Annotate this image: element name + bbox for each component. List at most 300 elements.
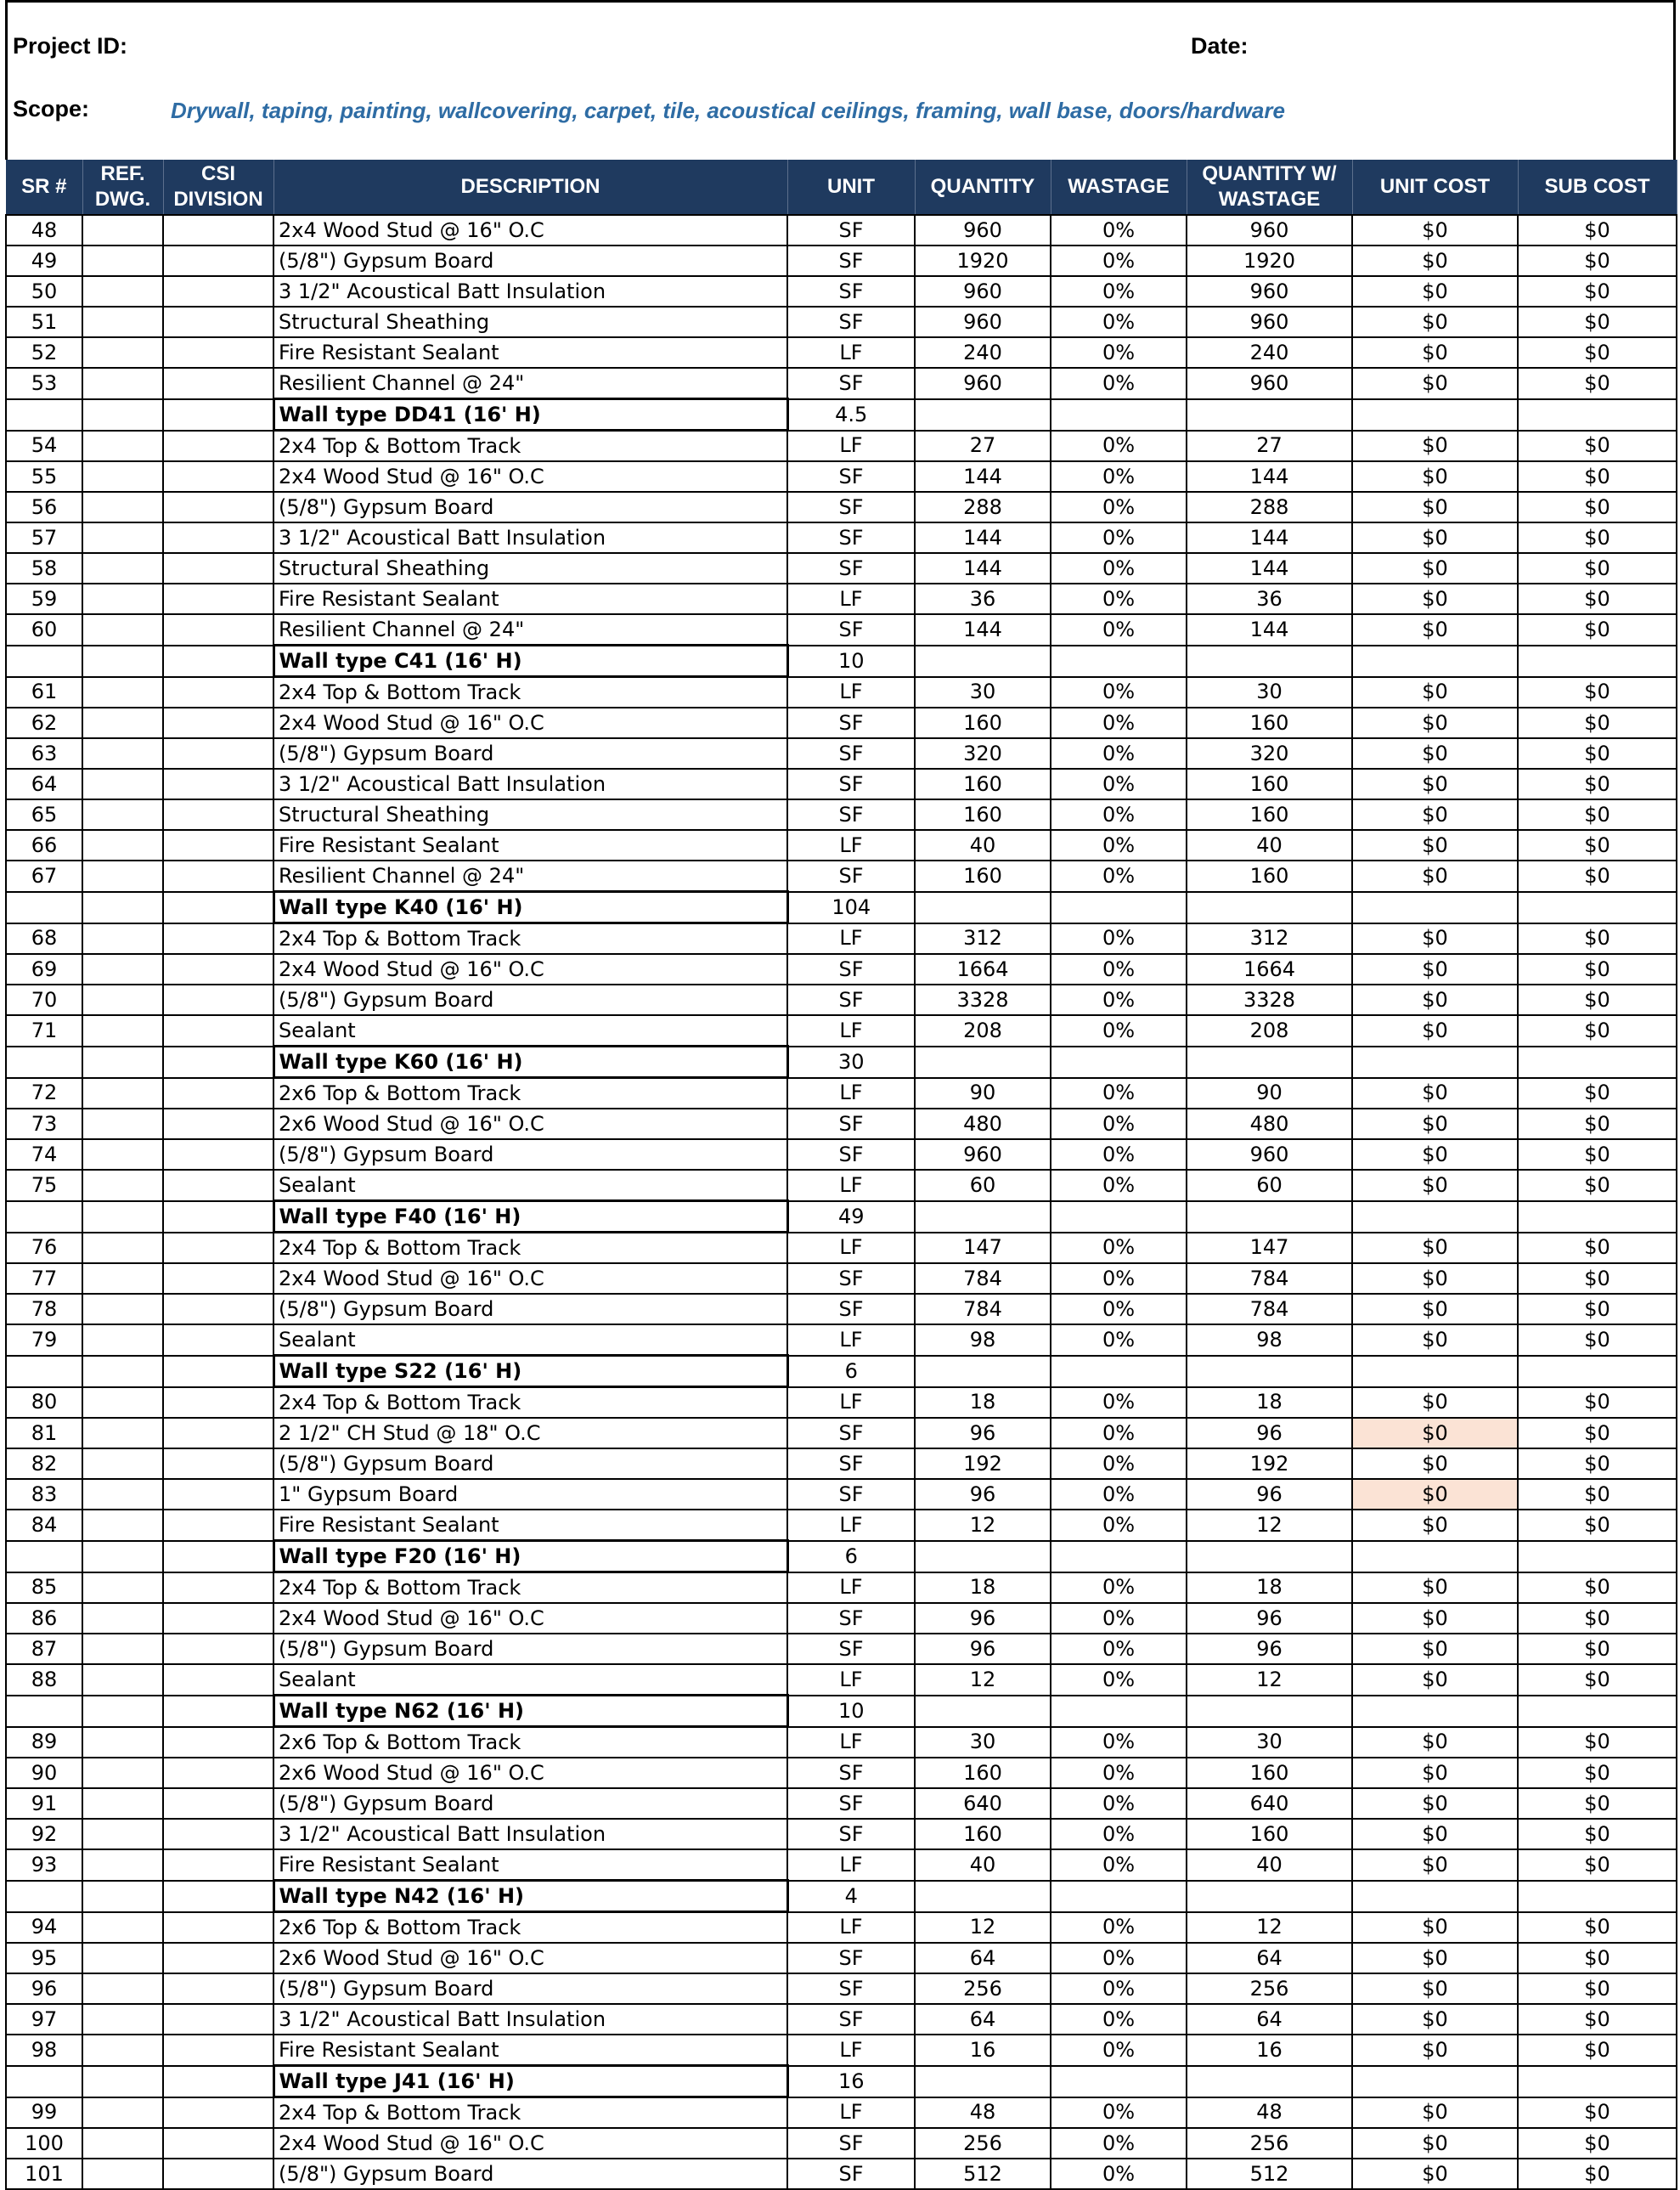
description-cell[interactable]: Structural Sheathing	[273, 799, 787, 830]
csi-division-cell[interactable]	[163, 246, 273, 276]
ref-dwg-cell[interactable]	[82, 1788, 163, 1819]
description-cell[interactable]: 2x4 Wood Stud @ 16" O.C	[273, 954, 787, 985]
unit-cell[interactable]: LF	[787, 1324, 915, 1356]
unit-cost-cell[interactable]: $0	[1352, 1078, 1518, 1109]
unit-cell[interactable]: SF	[787, 2128, 915, 2159]
quantity-with-wastage-cell[interactable]: 90	[1187, 1078, 1352, 1109]
csi-division-cell[interactable]	[163, 2066, 273, 2097]
description-cell[interactable]: (5/8") Gypsum Board	[273, 738, 787, 769]
sub-cost-cell[interactable]: $0	[1518, 1819, 1677, 1849]
unit-cost-cell[interactable]: $0	[1352, 1510, 1518, 1541]
unit-cost-cell[interactable]: $0	[1352, 307, 1518, 337]
wastage-cell[interactable]: 0%	[1051, 708, 1187, 738]
sr-cell[interactable]: 100	[6, 2128, 82, 2159]
sub-cost-cell[interactable]: $0	[1518, 337, 1677, 368]
sub-cost-cell[interactable]: $0	[1518, 1912, 1677, 1944]
quantity-cell[interactable]: 160	[915, 799, 1051, 830]
ref-dwg-cell[interactable]	[82, 985, 163, 1015]
csi-division-cell[interactable]	[163, 1727, 273, 1758]
csi-division-cell[interactable]	[163, 1294, 273, 1324]
unit-cell[interactable]: LF	[787, 2097, 915, 2129]
quantity-cell[interactable]	[915, 1201, 1051, 1233]
description-cell[interactable]: Structural Sheathing	[273, 553, 787, 584]
description-cell[interactable]: Sealant	[273, 1664, 787, 1696]
ref-dwg-cell[interactable]	[82, 307, 163, 337]
description-cell[interactable]: 2x4 Wood Stud @ 16" O.C	[273, 1263, 787, 1294]
wastage-cell[interactable]	[1051, 1047, 1187, 1078]
unit-cost-cell[interactable]	[1352, 646, 1518, 677]
wastage-cell[interactable]: 0%	[1051, 553, 1187, 584]
quantity-with-wastage-cell[interactable]: 320	[1187, 738, 1352, 769]
column-header[interactable]	[163, 160, 273, 215]
quantity-cell[interactable]: 144	[915, 461, 1051, 492]
quantity-with-wastage-cell[interactable]: 30	[1187, 1727, 1352, 1758]
unit-cell[interactable]: SF	[787, 1263, 915, 1294]
unit-cell[interactable]: SF	[787, 246, 915, 276]
unit-cell[interactable]: SF	[787, 2004, 915, 2035]
column-header[interactable]	[915, 160, 1051, 215]
ref-dwg-cell[interactable]	[82, 1448, 163, 1479]
quantity-with-wastage-cell[interactable]: 96	[1187, 1603, 1352, 1634]
unit-cost-cell[interactable]: $0	[1352, 1634, 1518, 1664]
csi-division-cell[interactable]	[163, 522, 273, 553]
quantity-cell[interactable]: 144	[915, 614, 1051, 646]
csi-division-cell[interactable]	[163, 1510, 273, 1541]
ref-dwg-cell[interactable]	[82, 1819, 163, 1849]
sr-cell[interactable]: 78	[6, 1294, 82, 1324]
quantity-cell[interactable]: 30	[915, 1727, 1051, 1758]
quantity-cell[interactable]: 160	[915, 861, 1051, 892]
unit-cell[interactable]: SF	[787, 1418, 915, 1448]
ref-dwg-cell[interactable]	[82, 1294, 163, 1324]
csi-division-cell[interactable]	[163, 1479, 273, 1510]
sub-cost-cell[interactable]	[1518, 1696, 1677, 1727]
csi-division-cell[interactable]	[163, 1943, 273, 1973]
description-cell[interactable]: 3 1/2" Acoustical Batt Insulation	[273, 2004, 787, 2035]
sub-cost-cell[interactable]: $0	[1518, 1788, 1677, 1819]
unit-cell[interactable]: SF	[787, 1139, 915, 1170]
csi-division-cell[interactable]	[163, 368, 273, 399]
sub-cost-cell[interactable]: $0	[1518, 1603, 1677, 1634]
quantity-cell[interactable]: 960	[915, 368, 1051, 399]
quantity-with-wastage-cell[interactable]	[1187, 646, 1352, 677]
unit-cell[interactable]: SF	[787, 1819, 915, 1849]
unit-cost-cell[interactable]: $0	[1352, 2035, 1518, 2066]
ref-dwg-cell[interactable]	[82, 1387, 163, 1419]
unit-cost-cell[interactable]: $0	[1352, 1324, 1518, 1356]
unit-cell[interactable]: 30	[787, 1047, 915, 1078]
wastage-cell[interactable]: 0%	[1051, 1943, 1187, 1973]
sr-cell[interactable]	[6, 1881, 82, 1912]
unit-cost-cell[interactable]	[1352, 1356, 1518, 1387]
quantity-with-wastage-cell[interactable]	[1187, 1047, 1352, 1078]
csi-division-cell[interactable]	[163, 1201, 273, 1233]
ref-dwg-cell[interactable]	[82, 1233, 163, 1264]
wastage-cell[interactable]: 0%	[1051, 1324, 1187, 1356]
sr-cell[interactable]: 73	[6, 1109, 82, 1139]
sub-cost-cell[interactable]: $0	[1518, 1418, 1677, 1448]
quantity-cell[interactable]: 64	[915, 2004, 1051, 2035]
description-cell[interactable]: 2x6 Wood Stud @ 16" O.C	[273, 1943, 787, 1973]
sr-cell[interactable]: 74	[6, 1139, 82, 1170]
wastage-cell[interactable]: 0%	[1051, 830, 1187, 861]
csi-division-cell[interactable]	[163, 830, 273, 861]
wastage-cell[interactable]: 0%	[1051, 215, 1187, 246]
ref-dwg-cell[interactable]	[82, 399, 163, 431]
ref-dwg-cell[interactable]	[82, 368, 163, 399]
quantity-cell[interactable]: 147	[915, 1233, 1051, 1264]
ref-dwg-cell[interactable]	[82, 1170, 163, 1201]
quantity-with-wastage-cell[interactable]: 640	[1187, 1788, 1352, 1819]
wastage-cell[interactable]: 0%	[1051, 2128, 1187, 2159]
unit-cell[interactable]: LF	[787, 1727, 915, 1758]
sr-cell[interactable]: 79	[6, 1324, 82, 1356]
csi-division-cell[interactable]	[163, 1912, 273, 1944]
wastage-cell[interactable]: 0%	[1051, 1510, 1187, 1541]
sr-cell[interactable]	[6, 892, 82, 923]
unit-cell[interactable]: SF	[787, 553, 915, 584]
description-cell[interactable]: 3 1/2" Acoustical Batt Insulation	[273, 276, 787, 307]
ref-dwg-cell[interactable]	[82, 614, 163, 646]
sr-cell[interactable]: 48	[6, 215, 82, 246]
description-cell[interactable]: Wall type DD41 (16' H)	[273, 399, 787, 431]
csi-division-cell[interactable]	[163, 1758, 273, 1788]
quantity-cell[interactable]: 96	[915, 1479, 1051, 1510]
csi-division-cell[interactable]	[163, 1418, 273, 1448]
csi-division-cell[interactable]	[163, 1324, 273, 1356]
unit-cost-cell[interactable]: $0	[1352, 985, 1518, 1015]
wastage-cell[interactable]: 0%	[1051, 2035, 1187, 2066]
sub-cost-cell[interactable]	[1518, 399, 1677, 431]
wastage-cell[interactable]: 0%	[1051, 1109, 1187, 1139]
csi-division-cell[interactable]	[163, 861, 273, 892]
ref-dwg-cell[interactable]	[82, 461, 163, 492]
sub-cost-cell[interactable]: $0	[1518, 1015, 1677, 1047]
unit-cost-cell[interactable]: $0	[1352, 1294, 1518, 1324]
unit-cost-cell[interactable]: $0	[1352, 431, 1518, 462]
ref-dwg-cell[interactable]	[82, 1696, 163, 1727]
sub-cost-cell[interactable]: $0	[1518, 1479, 1677, 1510]
unit-cell[interactable]: SF	[787, 368, 915, 399]
column-header[interactable]	[1352, 160, 1518, 215]
quantity-cell[interactable]: 320	[915, 738, 1051, 769]
csi-division-cell[interactable]	[163, 769, 273, 799]
quantity-cell[interactable]: 98	[915, 1324, 1051, 1356]
unit-cost-cell[interactable]: $0	[1352, 923, 1518, 955]
sr-cell[interactable]: 86	[6, 1603, 82, 1634]
unit-cell[interactable]: 16	[787, 2066, 915, 2097]
unit-cell[interactable]: 10	[787, 1696, 915, 1727]
ref-dwg-cell[interactable]	[82, 1664, 163, 1696]
unit-cost-cell[interactable]: $0	[1352, 461, 1518, 492]
sr-cell[interactable]	[6, 1541, 82, 1572]
description-cell[interactable]: 2x4 Top & Bottom Track	[273, 677, 787, 708]
quantity-with-wastage-cell[interactable]: 40	[1187, 1849, 1352, 1881]
csi-division-cell[interactable]	[163, 1448, 273, 1479]
csi-division-cell[interactable]	[163, 492, 273, 522]
sub-cost-cell[interactable]: $0	[1518, 1078, 1677, 1109]
csi-division-cell[interactable]	[163, 954, 273, 985]
quantity-cell[interactable]: 960	[915, 1139, 1051, 1170]
quantity-with-wastage-cell[interactable]: 784	[1187, 1294, 1352, 1324]
description-cell[interactable]: Wall type N42 (16' H)	[273, 1881, 787, 1912]
unit-cell[interactable]: LF	[787, 1387, 915, 1419]
sub-cost-cell[interactable]: $0	[1518, 1664, 1677, 1696]
ref-dwg-cell[interactable]	[82, 1078, 163, 1109]
description-cell[interactable]: (5/8") Gypsum Board	[273, 246, 787, 276]
unit-cost-cell[interactable]: $0	[1352, 584, 1518, 614]
description-cell[interactable]: 2x4 Top & Bottom Track	[273, 923, 787, 955]
csi-division-cell[interactable]	[163, 461, 273, 492]
unit-cost-cell[interactable]: $0	[1352, 1603, 1518, 1634]
quantity-with-wastage-cell[interactable]	[1187, 1696, 1352, 1727]
sr-cell[interactable]: 51	[6, 307, 82, 337]
quantity-cell[interactable]: 960	[915, 215, 1051, 246]
sub-cost-cell[interactable]	[1518, 1047, 1677, 1078]
unit-cost-cell[interactable]: $0	[1352, 2097, 1518, 2129]
unit-cost-cell[interactable]: $0	[1352, 2004, 1518, 2035]
ref-dwg-cell[interactable]	[82, 769, 163, 799]
sr-cell[interactable]	[6, 1201, 82, 1233]
wastage-cell[interactable]: 0%	[1051, 923, 1187, 955]
sr-cell[interactable]: 88	[6, 1664, 82, 1696]
description-cell[interactable]: Wall type K60 (16' H)	[273, 1047, 787, 1078]
quantity-with-wastage-cell[interactable]: 480	[1187, 1109, 1352, 1139]
description-cell[interactable]: Sealant	[273, 1324, 787, 1356]
sr-cell[interactable]: 92	[6, 1819, 82, 1849]
sr-cell[interactable]: 69	[6, 954, 82, 985]
quantity-with-wastage-cell[interactable]: 312	[1187, 923, 1352, 955]
unit-cell[interactable]: LF	[787, 1078, 915, 1109]
unit-cell[interactable]: LF	[787, 584, 915, 614]
quantity-with-wastage-cell[interactable]: 784	[1187, 1263, 1352, 1294]
wastage-cell[interactable]: 0%	[1051, 2159, 1187, 2189]
unit-cost-cell[interactable]: $0	[1352, 553, 1518, 584]
ref-dwg-cell[interactable]	[82, 337, 163, 368]
unit-cell[interactable]: SF	[787, 1973, 915, 2004]
sub-cost-cell[interactable]: $0	[1518, 2035, 1677, 2066]
ref-dwg-cell[interactable]	[82, 1603, 163, 1634]
wastage-cell[interactable]: 0%	[1051, 1603, 1187, 1634]
unit-cell[interactable]: 4.5	[787, 399, 915, 431]
quantity-cell[interactable]: 240	[915, 337, 1051, 368]
quantity-cell[interactable]: 18	[915, 1572, 1051, 1604]
csi-division-cell[interactable]	[163, 985, 273, 1015]
csi-division-cell[interactable]	[163, 1078, 273, 1109]
csi-division-cell[interactable]	[163, 1387, 273, 1419]
wastage-cell[interactable]: 0%	[1051, 1572, 1187, 1604]
sr-cell[interactable]: 50	[6, 276, 82, 307]
unit-cell[interactable]: LF	[787, 431, 915, 462]
quantity-cell[interactable]	[915, 1356, 1051, 1387]
csi-division-cell[interactable]	[163, 2097, 273, 2129]
csi-division-cell[interactable]	[163, 1047, 273, 1078]
ref-dwg-cell[interactable]	[82, 1943, 163, 1973]
unit-cost-cell[interactable]: $0	[1352, 1170, 1518, 1201]
wastage-cell[interactable]	[1051, 1541, 1187, 1572]
ref-dwg-cell[interactable]	[82, 1201, 163, 1233]
ref-dwg-cell[interactable]	[82, 646, 163, 677]
wastage-cell[interactable]: 0%	[1051, 368, 1187, 399]
ref-dwg-cell[interactable]	[82, 1263, 163, 1294]
quantity-with-wastage-cell[interactable]: 147	[1187, 1233, 1352, 1264]
csi-division-cell[interactable]	[163, 431, 273, 462]
sub-cost-cell[interactable]: $0	[1518, 923, 1677, 955]
sr-cell[interactable]: 55	[6, 461, 82, 492]
unit-cell[interactable]: SF	[787, 1788, 915, 1819]
csi-division-cell[interactable]	[163, 923, 273, 955]
description-cell[interactable]: Fire Resistant Sealant	[273, 337, 787, 368]
ref-dwg-cell[interactable]	[82, 2159, 163, 2189]
quantity-cell[interactable]: 18	[915, 1387, 1051, 1419]
quantity-cell[interactable]	[915, 1881, 1051, 1912]
quantity-cell[interactable]	[915, 399, 1051, 431]
sr-cell[interactable]: 95	[6, 1943, 82, 1973]
wastage-cell[interactable]: 0%	[1051, 492, 1187, 522]
column-header[interactable]	[82, 160, 163, 215]
unit-cost-cell[interactable]	[1352, 1201, 1518, 1233]
description-cell[interactable]: (5/8") Gypsum Board	[273, 1448, 787, 1479]
description-cell[interactable]: Wall type N62 (16' H)	[273, 1696, 787, 1727]
quantity-with-wastage-cell[interactable]: 64	[1187, 2004, 1352, 2035]
unit-cell[interactable]: LF	[787, 1664, 915, 1696]
sr-cell[interactable]: 85	[6, 1572, 82, 1604]
wastage-cell[interactable]	[1051, 399, 1187, 431]
sub-cost-cell[interactable]: $0	[1518, 307, 1677, 337]
sr-cell[interactable]	[6, 1047, 82, 1078]
wastage-cell[interactable]: 0%	[1051, 276, 1187, 307]
quantity-with-wastage-cell[interactable]: 98	[1187, 1324, 1352, 1356]
sub-cost-cell[interactable]: $0	[1518, 1263, 1677, 1294]
unit-cost-cell[interactable]: $0	[1352, 1973, 1518, 2004]
wastage-cell[interactable]	[1051, 1201, 1187, 1233]
quantity-cell[interactable]: 40	[915, 1849, 1051, 1881]
sr-cell[interactable]: 56	[6, 492, 82, 522]
wastage-cell[interactable]: 0%	[1051, 1727, 1187, 1758]
sub-cost-cell[interactable]: $0	[1518, 1170, 1677, 1201]
unit-cost-cell[interactable]: $0	[1352, 1015, 1518, 1047]
ref-dwg-cell[interactable]	[82, 1849, 163, 1881]
quantity-cell[interactable]	[915, 1696, 1051, 1727]
column-header[interactable]	[273, 160, 787, 215]
wastage-cell[interactable]: 0%	[1051, 1758, 1187, 1788]
quantity-with-wastage-cell[interactable]: 160	[1187, 769, 1352, 799]
ref-dwg-cell[interactable]	[82, 923, 163, 955]
quantity-with-wastage-cell[interactable]: 512	[1187, 2159, 1352, 2189]
description-cell[interactable]: Wall type F20 (16' H)	[273, 1541, 787, 1572]
quantity-with-wastage-cell[interactable]: 144	[1187, 461, 1352, 492]
unit-cell[interactable]: SF	[787, 2159, 915, 2189]
description-cell[interactable]: 2x4 Wood Stud @ 16" O.C	[273, 708, 787, 738]
unit-cell[interactable]: SF	[787, 738, 915, 769]
quantity-cell[interactable]: 312	[915, 923, 1051, 955]
unit-cost-cell[interactable]	[1352, 892, 1518, 923]
unit-cell[interactable]: SF	[787, 492, 915, 522]
wastage-cell[interactable]: 0%	[1051, 307, 1187, 337]
quantity-with-wastage-cell[interactable]: 27	[1187, 431, 1352, 462]
wastage-cell[interactable]: 0%	[1051, 769, 1187, 799]
quantity-with-wastage-cell[interactable]: 960	[1187, 307, 1352, 337]
ref-dwg-cell[interactable]	[82, 2066, 163, 2097]
description-cell[interactable]: Resilient Channel @ 24"	[273, 368, 787, 399]
unit-cost-cell[interactable]: $0	[1352, 1788, 1518, 1819]
sub-cost-cell[interactable]: $0	[1518, 1448, 1677, 1479]
csi-division-cell[interactable]	[163, 708, 273, 738]
quantity-with-wastage-cell[interactable]: 48	[1187, 2097, 1352, 2129]
quantity-with-wastage-cell[interactable]: 96	[1187, 1634, 1352, 1664]
quantity-with-wastage-cell[interactable]	[1187, 1541, 1352, 1572]
csi-division-cell[interactable]	[163, 1881, 273, 1912]
description-cell[interactable]: 2x6 Wood Stud @ 16" O.C	[273, 1109, 787, 1139]
wastage-cell[interactable]: 0%	[1051, 1387, 1187, 1419]
unit-cost-cell[interactable]: $0	[1352, 1448, 1518, 1479]
wastage-cell[interactable]: 0%	[1051, 522, 1187, 553]
wastage-cell[interactable]	[1051, 1356, 1187, 1387]
sr-cell[interactable]: 94	[6, 1912, 82, 1944]
quantity-cell[interactable]: 144	[915, 553, 1051, 584]
ref-dwg-cell[interactable]	[82, 1479, 163, 1510]
unit-cell[interactable]: LF	[787, 1572, 915, 1604]
sub-cost-cell[interactable]: $0	[1518, 1727, 1677, 1758]
unit-cost-cell[interactable]	[1352, 2066, 1518, 2097]
sr-cell[interactable]: 70	[6, 985, 82, 1015]
unit-cell[interactable]: SF	[787, 769, 915, 799]
sub-cost-cell[interactable]: $0	[1518, 1973, 1677, 2004]
sub-cost-cell[interactable]	[1518, 892, 1677, 923]
sr-cell[interactable]: 91	[6, 1788, 82, 1819]
sub-cost-cell[interactable]: $0	[1518, 1943, 1677, 1973]
unit-cell[interactable]: LF	[787, 923, 915, 955]
csi-division-cell[interactable]	[163, 1572, 273, 1604]
quantity-cell[interactable]: 160	[915, 1758, 1051, 1788]
quantity-cell[interactable]: 90	[915, 1078, 1051, 1109]
sr-cell[interactable]: 65	[6, 799, 82, 830]
quantity-cell[interactable]: 96	[915, 1418, 1051, 1448]
wastage-cell[interactable]: 0%	[1051, 1418, 1187, 1448]
unit-cell[interactable]: SF	[787, 276, 915, 307]
sr-cell[interactable]: 96	[6, 1973, 82, 2004]
sr-cell[interactable]: 63	[6, 738, 82, 769]
unit-cost-cell[interactable]: $0	[1352, 1572, 1518, 1604]
sub-cost-cell[interactable]: $0	[1518, 553, 1677, 584]
wastage-cell[interactable]: 0%	[1051, 1139, 1187, 1170]
quantity-with-wastage-cell[interactable]: 18	[1187, 1387, 1352, 1419]
quantity-with-wastage-cell[interactable]	[1187, 1201, 1352, 1233]
quantity-with-wastage-cell[interactable]: 960	[1187, 215, 1352, 246]
ref-dwg-cell[interactable]	[82, 276, 163, 307]
sr-cell[interactable]: 66	[6, 830, 82, 861]
ref-dwg-cell[interactable]	[82, 1912, 163, 1944]
description-cell[interactable]: 2x4 Wood Stud @ 16" O.C	[273, 1603, 787, 1634]
sr-cell[interactable]: 52	[6, 337, 82, 368]
csi-division-cell[interactable]	[163, 1170, 273, 1201]
sub-cost-cell[interactable]: $0	[1518, 1510, 1677, 1541]
unit-cost-cell[interactable]: $0	[1352, 1387, 1518, 1419]
sub-cost-cell[interactable]: $0	[1518, 677, 1677, 708]
unit-cost-cell[interactable]: $0	[1352, 708, 1518, 738]
quantity-with-wastage-cell[interactable]: 192	[1187, 1448, 1352, 1479]
unit-cell[interactable]: SF	[787, 614, 915, 646]
unit-cell[interactable]: SF	[787, 307, 915, 337]
quantity-cell[interactable]: 40	[915, 830, 1051, 861]
csi-division-cell[interactable]	[163, 1109, 273, 1139]
description-cell[interactable]: Wall type S22 (16' H)	[273, 1356, 787, 1387]
unit-cost-cell[interactable]: $0	[1352, 1263, 1518, 1294]
quantity-cell[interactable]: 12	[915, 1510, 1051, 1541]
unit-cost-cell[interactable]: $0	[1352, 2128, 1518, 2159]
quantity-with-wastage-cell[interactable]: 960	[1187, 276, 1352, 307]
sub-cost-cell[interactable]: $0	[1518, 522, 1677, 553]
